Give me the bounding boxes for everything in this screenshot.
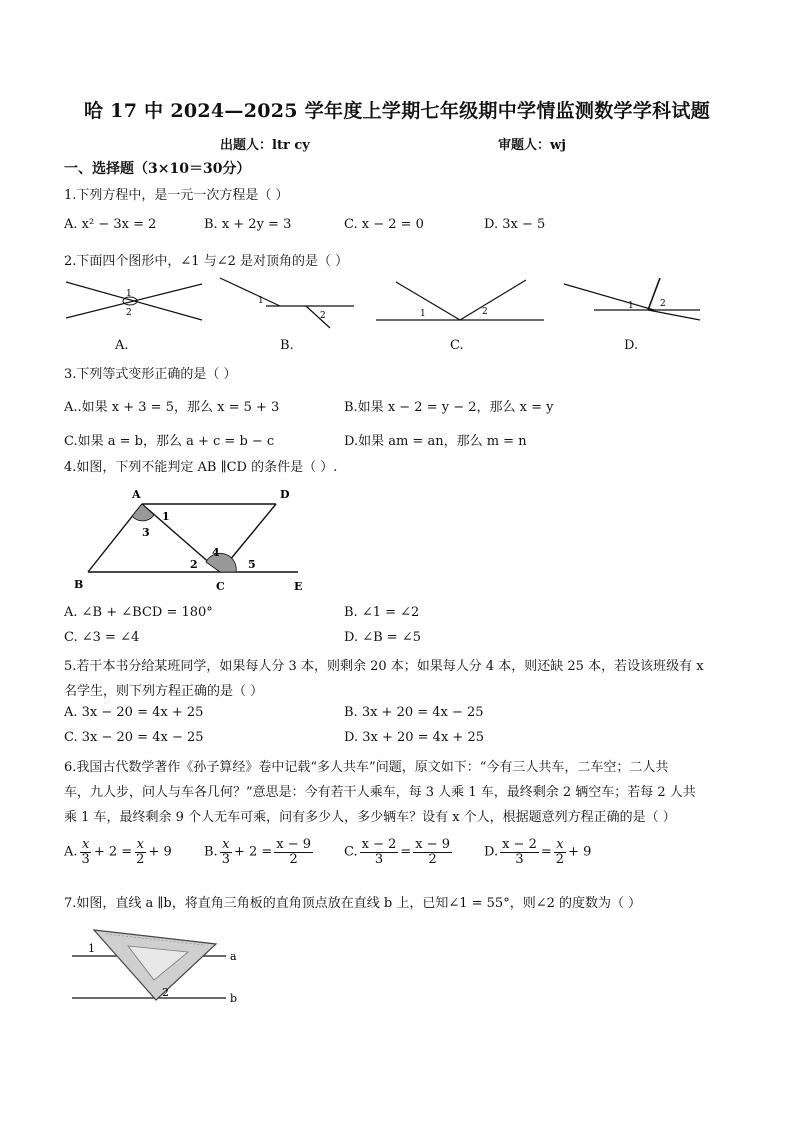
question-4-stem: 4.如图，下列不能判定 AB ∥CD 的条件是（ ）. [64, 460, 338, 475]
exam-title: 哈 17 中 2024—2025 学年度上学期七年级期中学情监测数学学科试题 [83, 100, 711, 122]
q5-option-d: D. 3x + 20 = 4x + 25 [344, 730, 484, 745]
q6-option-a: A. $\frac{x}{3}$ + 2 = $\frac{x}{2}$ + 9 [64, 837, 172, 867]
q4-option-a: A. ∠B + ∠BCD = 180° [64, 605, 213, 620]
q4-parallelogram-figure [70, 484, 310, 596]
q7-triangle-ruler-figure [66, 918, 246, 1012]
svg-text:b: b [230, 992, 238, 1005]
svg-text:2: 2 [320, 311, 326, 321]
reviewer-line: 审题人：wj [498, 138, 566, 153]
q2-figure-c [376, 278, 544, 324]
q2-option-c: C. [450, 338, 464, 353]
q5-option-c: C. 3x − 20 = 4x − 25 [64, 730, 204, 745]
q3-option-a: A..如果 x + 3 = 5，那么 x = 5 + 3 [64, 400, 280, 415]
q4-option-d: D. ∠B = ∠5 [344, 630, 421, 645]
svg-text:1: 1 [628, 301, 634, 311]
question-3-stem: 3.下列等式变形正确的是（ ） [64, 367, 237, 382]
question-1-stem: 1.下列方程中，是一元一次方程是（ ） [64, 188, 289, 203]
question-7-stem: 7.如图，直线 a ∥b，将直角三角板的直角顶点放在直线 b 上，已知∠1 = 55°，则∠2 的度数为（ ） [64, 896, 642, 911]
q6-option-c: C. $\frac{x - 2}{3}$ = $\frac{x - 9}{2}$ [344, 837, 451, 867]
svg-text:4: 4 [212, 546, 220, 559]
q5-option-a: A. 3x − 20 = 4x + 25 [64, 705, 204, 720]
svg-text:3: 3 [142, 526, 150, 539]
q2-figure-b [220, 278, 354, 328]
svg-text:2: 2 [482, 307, 488, 317]
q2-option-b: B. [280, 338, 294, 353]
q4-option-c: C. ∠3 = ∠4 [64, 630, 140, 645]
svg-text:D: D [280, 488, 290, 501]
q2-figure-a [66, 278, 202, 324]
q4-option-b: B. ∠1 = ∠2 [344, 605, 420, 620]
question-6-line-2: 车，九人步，问人与车各几何？”意思是：今有若干人乘车，每 3 人乘 1 车，最终剩余 2 辆空车；若每 2 人共 [64, 785, 696, 800]
svg-text:2: 2 [126, 308, 132, 318]
q5-option-b: B. 3x + 20 = 4x − 25 [344, 705, 484, 720]
svg-text:1: 1 [162, 510, 170, 523]
q1-option-a: A. x² − 3x = 2 [64, 217, 157, 232]
question-6-line-1: 6.我国古代数学著作《孙子算经》卷中记载“多人共车”问题，原文如下：“今有三人共车，二车空；二人共 [64, 760, 669, 775]
q3-option-b: B.如果 x − 2 = y − 2，那么 x = y [344, 400, 554, 415]
q3-option-c: C.如果 a = b，那么 a + c = b − c [64, 434, 275, 449]
question-5-line-2: 名学生，则下列方程正确的是（ ） [64, 684, 264, 699]
q6-option-b: B. $\frac{x}{3}$ + 2 = $\frac{x - 9}{2}$ [204, 837, 312, 867]
question-2-stem: 2.下面四个图形中，∠1 与∠2 是对顶角的是（ ） [64, 254, 349, 269]
svg-text:a: a [230, 950, 237, 963]
svg-text:1: 1 [420, 309, 426, 319]
svg-text:2: 2 [162, 986, 169, 999]
q1-option-d: D. 3x − 5 [484, 217, 546, 232]
svg-text:C: C [216, 580, 225, 593]
section-heading: 一、选择题（3×10＝30分） [64, 161, 251, 177]
question-5-line-1: 5.若干本书分给某班同学，如果每人分 3 本，则剩余 20 本；如果每人分 4 本，则还缺 25 本，若设该班级有 x [64, 659, 704, 674]
svg-text:1: 1 [126, 289, 132, 299]
svg-text:1: 1 [258, 296, 264, 306]
q6-option-d: D. $\frac{x - 2}{3}$ = $\frac{x}{2}$ + 9 [484, 837, 592, 867]
svg-text:E: E [294, 580, 303, 593]
q2-option-a: A. [115, 338, 129, 353]
svg-text:A: A [132, 488, 141, 501]
svg-text:2: 2 [190, 558, 198, 571]
q3-option-d: D.如果 am = an，那么 m = n [344, 434, 527, 449]
svg-text:2: 2 [660, 299, 666, 309]
question-6-line-3: 乘 1 车，最终剩余 9 个人无车可乘，问有多少人，多少辆车？设有 x 个人，根据题意列方程正确的是（ ） [64, 810, 676, 825]
q2-option-d: D. [624, 338, 639, 353]
svg-text:B: B [74, 578, 84, 591]
svg-text:1: 1 [88, 942, 95, 955]
q1-option-c: C. x − 2 = 0 [344, 217, 424, 232]
q1-option-b: B. x + 2y = 3 [204, 217, 292, 232]
q2-figure-d [564, 278, 700, 328]
svg-text:5: 5 [248, 558, 256, 571]
author-line: 出题人：ltr cy [220, 138, 310, 153]
